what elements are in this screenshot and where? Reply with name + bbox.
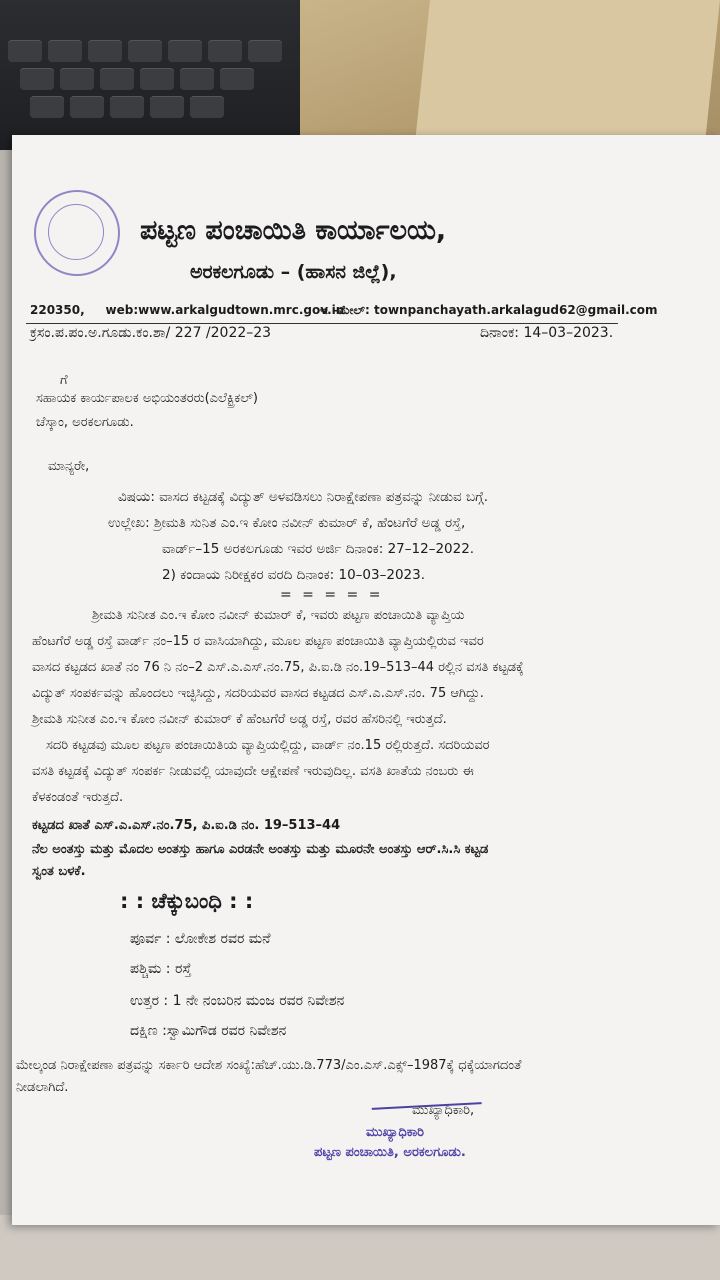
salutation: ಮಾನ್ಯರೇ, xyxy=(48,459,90,474)
boundary-east: ಪೂರ್ವ : ಲೋಕೇಶ ರವರ ಮನೆ xyxy=(130,931,271,947)
body-line: ಸದರಿ ಕಟ್ಟಡವು ಮೂಲ ಪಟ್ಟಣ ಪಂಚಾಯಿತಿಯ ವ್ಯಾಪ್ತಿಯಲ್ಲಿದ್ದು, ವಾರ್ಡ್ ನಂ.15 ರಲ್ಲಿರುತ್ತದೆ. ಸದರಿಯವರ xyxy=(46,738,490,753)
boundaries-title: : : ಚೆಕ್ಕುಬಂಧಿ : : xyxy=(120,889,254,913)
keyboard-key xyxy=(128,40,162,62)
reference-number: ಕ್ರಸಂ.ಪ.ಪಂ.ಅ.ಗೂಡು.ಕಂ.ಶಾ/ 227 /2022–23 xyxy=(30,325,272,341)
keyboard-key xyxy=(60,68,94,90)
email-address: ಇ –ಮೇಲ್: townpanchayath.arkalagud62@gmail.com xyxy=(320,303,658,317)
boundary-west: ಪಶ್ಚಿಮ : ರಸ್ತೆ xyxy=(130,961,192,977)
phone-number: 220350, xyxy=(30,303,85,317)
floor-details-usage: ಸ್ವಂತ ಬಳಕೆ. xyxy=(32,864,86,879)
keyboard-key xyxy=(110,96,144,118)
khata-details: ಕಟ್ಟಡದ ಖಾತೆ ಎಸ್.ಎ.ಎಸ್.ನಂ.75, ಪಿ.ಐ.ಡಿ ನಂ. 19–513–44 xyxy=(32,818,341,833)
office-seal-stamp xyxy=(34,190,120,276)
keyboard-key xyxy=(88,40,122,62)
keyboard-key xyxy=(100,68,134,90)
letter-date: ದಿನಾಂಕ: 14–03–2023. xyxy=(480,325,614,341)
keyboard-key xyxy=(168,40,202,62)
keyboard-key xyxy=(248,40,282,62)
keyboard-key xyxy=(70,96,104,118)
letterhead-subtitle: ಅರಕಲಗೂಡು – (ಹಾಸನ ಜಿಲ್ಲೆ), xyxy=(190,261,397,283)
reference-2: 2) ಕಂದಾಯ ನಿರೀಕ್ಷಕರ ವರದಿ ದಿನಾಂಕ: 10–03–2023. xyxy=(162,567,425,583)
signatory-title: ಮುಖ್ಯಾಧಿಕಾರಿ, xyxy=(412,1103,475,1118)
letterhead-title: ಪಟ್ಟಣ ಪಂಚಾಯಿತಿ ಕಾರ್ಯಾಲಯ, xyxy=(140,215,447,246)
recipient-office: ಚೆಸ್ಕಾಂ, ಅರಕಲಗೂಡು. xyxy=(36,415,134,430)
body-line: ಶ್ರೀಮತಿ ಸುನೀತ ಎಂ.ಇ ಕೋಂ ನವೀನ್ ಕುಮಾರ್ ಕೆ ಹೆಂಟಗೆರೆ ಅಡ್ಡ ರಸ್ತೆ, ರವರ ಹೆಸರಿನಲ್ಲಿ ಇರುತ್ತದೆ. xyxy=(32,712,447,727)
separator: = = = = = xyxy=(280,587,384,603)
subject-line: ವಿಷಯ: ವಾಸದ ಕಟ್ಟಡಕ್ಕೆ ವಿದ್ಯುತ್ ಅಳವಡಿಸಲು ನಿರಾಕ್ಷೇಪಣಾ ಪತ್ರವನ್ನು ನೀಡುವ ಬಗ್ಗೆ. xyxy=(118,489,489,505)
keyboard-key xyxy=(190,96,224,118)
keyboard-key xyxy=(8,40,42,62)
boundary-north: ಉತ್ತರ : 1 ನೇ ನಂಬರಿನ ಮಂಜ ರವರ ನಿವೇಶನ xyxy=(130,993,345,1009)
letterhead-contact xyxy=(30,303,658,317)
body-line: ಹೆಂಟಗೆರೆ ಅಡ್ಡ ರಸ್ತೆ ವಾರ್ಡ್ ನಂ–15 ರ ವಾಸಿಯಾಗಿದ್ದು, ಮೂಲ ಪಟ್ಟಣ ಪಂಚಾಯಿತಿ ವ್ಯಾಪ್ತಿಯಲ್ಲಿರುವ ಇವರ xyxy=(32,634,484,649)
keyboard-key xyxy=(140,68,174,90)
keyboard-key xyxy=(30,96,64,118)
closing-line: ನೀಡಲಾಗಿದೆ. xyxy=(16,1080,69,1095)
body-line: ಕೆಳಕಂಡಂತೆ ಇರುತ್ತದೆ. xyxy=(32,790,124,805)
reference-1a: ಉಲ್ಲೇಖ: ಶ್ರೀಮತಿ ಸುನಿತ ಎಂ.ಇ ಕೋಂ ನವೀನ್ ಕುಮಾರ್ ಕೆ, ಹೆಂಟಗೆರೆ ಅಡ್ಡ ರಸ್ತೆ, xyxy=(108,515,466,531)
recipient-designation: ಸಹಾಯಕ ಕಾರ್ಯಪಾಲಕ ಅಭಿಯಂತರರು(ಎಲೆಕ್ಟ್ರಿಕಲ್) xyxy=(36,391,258,406)
body-line: ವಿದ್ಯುತ್ ಸಂಪರ್ಕವನ್ನು ಹೊಂದಲು ಇಚ್ಛಿಸಿದ್ದು, ಸದರಿಯವರ ವಾಸದ ಕಟ್ಟಡದ ಎಸ್.ಎ.ಎಸ್.ನಂ. 75 ಆಗಿದ್ದು. xyxy=(32,686,484,701)
body-line: ವಸತಿ ಕಟ್ಟಡಕ್ಕೆ ವಿದ್ಯುತ್ ಸಂಪರ್ಕ ನೀಡುವಲ್ಲಿ ಯಾವುದೇ ಆಕ್ಷೇಪಣೆ ಇರುವುದಿಲ್ಲ. ವಸತಿ ಖಾತೆಯ ನಂಬರು ಈ xyxy=(32,764,474,779)
stamp-office-name: ಪಟ್ಟಣ ಪಂಚಾಯಿತಿ, ಅರಕಲಗೂಡು. xyxy=(314,1145,466,1160)
closing-line: ಮೇಲ್ಕಂಡ ನಿರಾಕ್ಷೇಪಣಾ ಪತ್ರವನ್ನು ಸರ್ಕಾರಿ ಆದೇಶ ಸಂಖ್ಯೆ:ಹೆಚ್.ಯು.ಡಿ.773/ಎಂ.ಎಸ್.ಎಕ್ಸ್–1987ಕ್ಕೆ ಧಕ್ಕೆಯಾಗದಂತೆ xyxy=(16,1058,522,1073)
keyboard-key xyxy=(208,40,242,62)
keyboard-key xyxy=(150,96,184,118)
body-line: ವಾಸದ ಕಟ್ಟಡದ ಖಾತೆ ನಂ 76 ನಿ ನಂ–2 ಎಸ್.ಎ.ಎಸ್.ನಂ.75, ಪಿ.ಐ.ಡಿ ನಂ.19–513–44 ರಲ್ಲಿನ ವಸತಿ ಕಟ್ಟಡಕ್ಕೆ xyxy=(32,660,524,675)
keyboard-key xyxy=(180,68,214,90)
boundary-south: ದಕ್ಷಿಣ :ಸ್ವಾಮಿಗೌಡ ರವರ ನಿವೇಶನ xyxy=(130,1023,287,1039)
recipient-to: ಗೆ xyxy=(60,373,68,388)
body-line: ಶ್ರೀಮತಿ ಸುನೀತ ಎಂ.ಇ ಕೋಂ ನವೀನ್ ಕುಮಾರ್ ಕೆ, ಇವರು ಪಟ್ಟಣ ಪಂಚಾಯಿತಿ ವ್ಯಾಪ್ತಿಯ xyxy=(92,608,465,623)
letter-page xyxy=(12,135,720,1225)
keyboard-key xyxy=(220,68,254,90)
keyboard-key xyxy=(48,40,82,62)
reference-1b: ವಾರ್ಡ್–15 ಅರಕಲಗೂಡು ಇವರ ಅರ್ಜಿ ದಿನಾಂಕ: 27–12–2022. xyxy=(162,541,475,557)
letterhead-divider xyxy=(26,323,618,324)
background-paper xyxy=(414,0,720,150)
stamp-signatory-title: ಮುಖ್ಯಾಧಿಕಾರಿ xyxy=(366,1125,425,1140)
website: web:www.arkalgudtown.mrc.gov.in xyxy=(105,303,345,317)
floor-details: ನೆಲ ಅಂತಸ್ತು ಮತ್ತು ಮೊದಲ ಅಂತಸ್ತು ಹಾಗೂ ಎರಡನೇ ಅಂತಸ್ತು ಮತ್ತು ಮೂರನೇ ಅಂತಸ್ತು ಆರ್.ಸಿ.ಸಿ ಕಟ್ಟಡ xyxy=(32,842,489,857)
keyboard-key xyxy=(20,68,54,90)
